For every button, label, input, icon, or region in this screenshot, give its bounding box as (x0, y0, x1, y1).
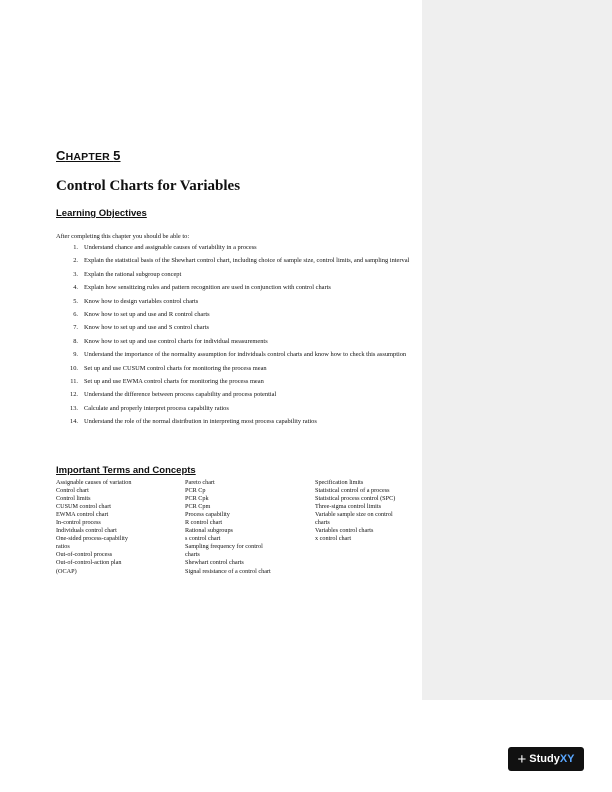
term: ratios (56, 543, 70, 551)
term: PCR Cpm (185, 503, 211, 511)
term: Statistical process control (SPC) (315, 495, 396, 503)
list-item: 8. Know how to set up and use control charts for individual measurements (73, 337, 268, 345)
objectives-list (56, 241, 416, 429)
term: Rational subgroups (185, 527, 233, 535)
term: PCR Cp (185, 487, 206, 495)
learning-objectives-heading: Learning Objectives (56, 208, 147, 219)
term: (OCAP) (56, 567, 77, 575)
logo-text: Study (529, 753, 560, 765)
list-item: 11. Set up and use EWMA control charts for monitoring the process mean (70, 378, 264, 386)
term: Out-of-control process (56, 551, 113, 559)
terms-column-3 (315, 479, 395, 543)
term: R control chart (185, 519, 223, 527)
list-item: 2. Explain the statistical basis of the Shewhart control chart, including choice of sample size, control limits, and sampling interval (73, 257, 410, 265)
list-item: 9. Understand the importance of the normality assumption for individuals control charts and know how to check this assumption (73, 351, 407, 359)
term: One-sided process-capability (56, 535, 128, 543)
term: Statistical control of a process (315, 487, 390, 495)
terms-heading: Important Terms and Concepts (56, 465, 196, 476)
term: CUSUM control chart (56, 503, 111, 511)
term: Out-of-control-action plan (56, 559, 122, 567)
terms-column-2 (185, 479, 271, 576)
list-item: 6. Know how to set up and use and R control charts (73, 311, 210, 319)
term: Signal resistance of a control chart (185, 567, 271, 575)
term: Control chart (56, 487, 89, 495)
term: Variable sample size on control (315, 511, 393, 519)
chapter-title: Control Charts for Variables (56, 178, 241, 194)
list-item: 13. Calculate and properly interpret process capability ratios (70, 404, 229, 412)
term: Variables control charts (315, 527, 374, 535)
term: Process capability (185, 511, 230, 519)
term: s control chart (185, 535, 221, 543)
term: In-control process (56, 519, 101, 527)
list-item: 7. Know how to set up and use and S control charts (73, 324, 209, 332)
term: Specification limits (315, 479, 364, 486)
chapter-number: 5 (113, 148, 121, 163)
list-item: 1. Understand chance and assignable causes of variability in a process (73, 244, 257, 251)
list-item: 12. Understand the difference between process capability and process potential (70, 391, 277, 399)
term: PCR Cpk (185, 495, 209, 503)
chapter-label-initial: C (56, 148, 66, 163)
objectives-intro: After completing this chapter you should be able to: (56, 233, 190, 240)
term: Shewhart control charts (185, 559, 244, 567)
chapter-label-rest: HAPTER (65, 151, 110, 163)
term: charts (185, 551, 200, 559)
studyxy-logo[interactable] (508, 747, 584, 771)
term: Control limits (56, 495, 91, 503)
list-item: 4. Explain how sensitizing rules and pattern recognition are used in conjunction with control charts (73, 284, 331, 292)
term: Sampling frequency for control (185, 543, 263, 551)
list-item: 3. Explain the rational subgroup concept (73, 270, 182, 278)
terms-column-1 (56, 479, 131, 576)
term: EWMA control chart (56, 511, 109, 519)
list-item: 14. Understand the role of the normal distribution in interpreting most process capability ratios (70, 418, 317, 426)
list-item: 10. Set up and use CUSUM control charts for monitoring the process mean (70, 364, 267, 372)
term: charts (315, 519, 330, 527)
term: Pareto chart (185, 479, 215, 486)
chapter-label (56, 148, 121, 163)
term: Individuals control chart (56, 527, 117, 535)
plus-icon: + (517, 750, 527, 768)
comment-sidebar (422, 0, 612, 700)
list-item: 5. Know how to design variables control charts (73, 297, 199, 305)
term: Assignable causes of variation (56, 479, 132, 486)
logo-text-accent: XY (559, 753, 575, 765)
term: Three-sigma control limits (315, 503, 381, 511)
term: x control chart (315, 535, 352, 543)
